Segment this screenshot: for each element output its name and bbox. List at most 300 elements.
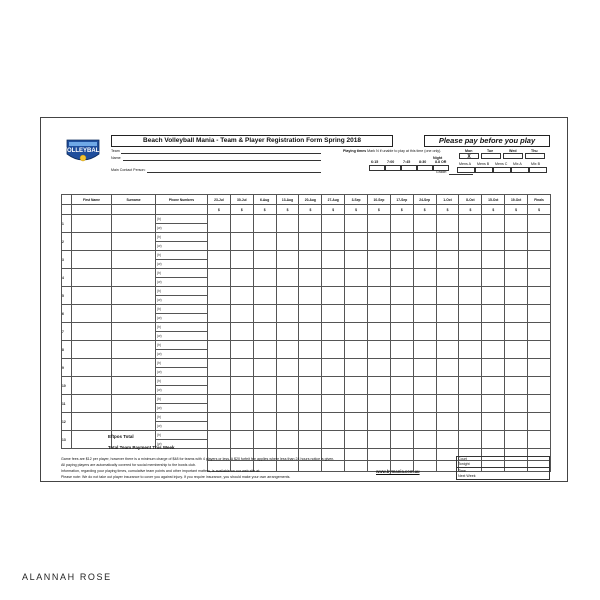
- payment-cell[interactable]: [390, 215, 413, 233]
- payment-cell[interactable]: [482, 287, 505, 305]
- total-cell[interactable]: [299, 460, 322, 471]
- first-name-cell[interactable]: [72, 377, 112, 395]
- payment-cell[interactable]: [345, 341, 368, 359]
- surname-cell[interactable]: [112, 287, 156, 305]
- payment-cell[interactable]: [322, 233, 345, 251]
- phone-cell[interactable]: (h): [156, 323, 208, 332]
- payment-cell[interactable]: [482, 305, 505, 323]
- payment-cell[interactable]: [390, 323, 413, 341]
- payment-cell[interactable]: [208, 215, 231, 233]
- payment-cell[interactable]: [390, 305, 413, 323]
- payment-cell[interactable]: [345, 359, 368, 377]
- phone-cell[interactable]: (h): [156, 413, 208, 422]
- registration-sheet: [40, 117, 568, 482]
- payment-cell[interactable]: [230, 413, 253, 431]
- payment-cell[interactable]: [505, 323, 528, 341]
- first-name-cell[interactable]: [72, 287, 112, 305]
- phone-cell[interactable]: (h): [156, 287, 208, 296]
- payment-cell[interactable]: [413, 341, 436, 359]
- grade-option-checkbox[interactable]: [511, 167, 529, 173]
- surname-cell[interactable]: [112, 269, 156, 287]
- payment-cell[interactable]: [322, 359, 345, 377]
- payment-cell[interactable]: [322, 269, 345, 287]
- phone-cell[interactable]: (h): [156, 269, 208, 278]
- payment-cell[interactable]: [230, 305, 253, 323]
- payment-cell[interactable]: [528, 269, 551, 287]
- website-link[interactable]: www.bymania.com.au: [376, 469, 420, 474]
- payment-cell[interactable]: [230, 431, 253, 449]
- total-cell[interactable]: [322, 460, 345, 471]
- payment-cell[interactable]: [505, 215, 528, 233]
- day-checkbox[interactable]: [503, 153, 523, 159]
- phone-cell[interactable]: (w): [156, 440, 208, 449]
- payment-cell[interactable]: [322, 431, 345, 449]
- payment-cell[interactable]: [345, 323, 368, 341]
- row-number: 4: [62, 269, 72, 287]
- surname-cell[interactable]: [112, 377, 156, 395]
- payment-cell[interactable]: [459, 359, 482, 377]
- row-number: 1: [62, 215, 72, 233]
- payment-cell[interactable]: [459, 377, 482, 395]
- total-cell[interactable]: [345, 460, 368, 471]
- main-contact-field[interactable]: [147, 172, 321, 173]
- pay-notice: Please pay before you play: [424, 135, 550, 147]
- payment-cell[interactable]: [413, 215, 436, 233]
- payment-cell[interactable]: [436, 215, 459, 233]
- payment-cell[interactable]: [482, 215, 505, 233]
- payment-cell[interactable]: [276, 377, 299, 395]
- payment-cell[interactable]: [322, 215, 345, 233]
- payment-cell[interactable]: [276, 341, 299, 359]
- surname-cell[interactable]: [112, 413, 156, 431]
- payment-cell[interactable]: [253, 359, 276, 377]
- playing-time-label: 6:15: [371, 160, 379, 164]
- payment-cell[interactable]: [505, 431, 528, 449]
- payment-cell[interactable]: [276, 305, 299, 323]
- payment-cell[interactable]: [390, 341, 413, 359]
- payment-cell[interactable]: [459, 215, 482, 233]
- dollar-sign: $: [436, 205, 459, 215]
- payment-cell[interactable]: [505, 287, 528, 305]
- phone-cell[interactable]: (h): [156, 305, 208, 314]
- payment-cell[interactable]: [482, 233, 505, 251]
- payment-cell[interactable]: [230, 233, 253, 251]
- payment-cell[interactable]: [390, 287, 413, 305]
- payment-cell[interactable]: [459, 413, 482, 431]
- payment-cell[interactable]: [322, 395, 345, 413]
- payment-cell[interactable]: [299, 395, 322, 413]
- name-label: Name: [111, 156, 121, 160]
- payment-cell[interactable]: [253, 395, 276, 413]
- first-name-cell[interactable]: [72, 269, 112, 287]
- eftpos-total-label: Eftpos Total: [108, 434, 134, 439]
- payment-cell[interactable]: [436, 395, 459, 413]
- photographer-caption: ALANNAH ROSE: [22, 572, 112, 582]
- payment-cell[interactable]: [413, 395, 436, 413]
- payment-cell[interactable]: [299, 377, 322, 395]
- payment-cell[interactable]: [459, 341, 482, 359]
- payment-cell[interactable]: [436, 287, 459, 305]
- surname-cell[interactable]: [112, 233, 156, 251]
- payment-cell[interactable]: [436, 341, 459, 359]
- payment-cell[interactable]: [459, 269, 482, 287]
- phone-cell[interactable]: (w): [156, 296, 208, 305]
- payment-cell[interactable]: [253, 215, 276, 233]
- payment-cell[interactable]: [482, 395, 505, 413]
- payment-cell[interactable]: [459, 233, 482, 251]
- first-name-cell[interactable]: [72, 341, 112, 359]
- payment-cell[interactable]: [459, 305, 482, 323]
- payment-cell[interactable]: [208, 341, 231, 359]
- grade-field[interactable]: [449, 174, 473, 175]
- payment-cell[interactable]: [368, 341, 391, 359]
- payment-cell[interactable]: [276, 413, 299, 431]
- payment-cell[interactable]: [368, 395, 391, 413]
- date-column-header: 23-Jul: [208, 195, 231, 205]
- payment-cell[interactable]: [413, 323, 436, 341]
- payment-cell[interactable]: [390, 233, 413, 251]
- payment-cell[interactable]: [459, 323, 482, 341]
- payment-cell[interactable]: [413, 431, 436, 449]
- payment-cell[interactable]: [322, 377, 345, 395]
- payment-cell[interactable]: [528, 341, 551, 359]
- phone-cell[interactable]: (h): [156, 341, 208, 350]
- payment-cell[interactable]: [276, 269, 299, 287]
- phone-cell[interactable]: (h): [156, 395, 208, 404]
- day-checkbox[interactable]: [481, 153, 501, 159]
- payment-cell[interactable]: [459, 287, 482, 305]
- payment-cell[interactable]: [345, 215, 368, 233]
- payment-cell[interactable]: [208, 395, 231, 413]
- phone-cell[interactable]: (w): [156, 368, 208, 377]
- day-label: Tue: [487, 149, 494, 153]
- date-column-header: 10-Sep: [368, 195, 391, 205]
- payment-cell[interactable]: [505, 359, 528, 377]
- payment-cell[interactable]: [299, 305, 322, 323]
- phone-cell[interactable]: (w): [156, 260, 208, 269]
- payment-cell[interactable]: [482, 377, 505, 395]
- payment-cell[interactable]: [230, 323, 253, 341]
- payment-cell[interactable]: [208, 269, 231, 287]
- phone-cell[interactable]: (h): [156, 233, 208, 242]
- payment-cell[interactable]: [253, 413, 276, 431]
- phone-cell[interactable]: (w): [156, 386, 208, 395]
- payment-cell[interactable]: [482, 323, 505, 341]
- day-label: Thu: [531, 149, 538, 153]
- phone-cell[interactable]: (w): [156, 422, 208, 431]
- payment-cell[interactable]: [368, 233, 391, 251]
- total-cell[interactable]: [345, 449, 368, 461]
- payment-cell[interactable]: [230, 359, 253, 377]
- payment-cell[interactable]: [505, 305, 528, 323]
- first-name-cell[interactable]: [72, 431, 112, 449]
- payment-cell[interactable]: [505, 341, 528, 359]
- payment-cell[interactable]: [208, 251, 231, 269]
- payment-cell[interactable]: [253, 269, 276, 287]
- date-column-header: 17-Sep: [390, 195, 413, 205]
- payment-cell[interactable]: [345, 251, 368, 269]
- payment-cell[interactable]: [390, 359, 413, 377]
- playing-time-checkbox[interactable]: [385, 165, 401, 171]
- payment-cell[interactable]: [528, 233, 551, 251]
- day-checkbox[interactable]: X: [459, 153, 479, 159]
- payment-cell[interactable]: [528, 395, 551, 413]
- row-number: 3: [62, 251, 72, 269]
- payment-cell[interactable]: [413, 269, 436, 287]
- phone-cell[interactable]: (w): [156, 332, 208, 341]
- first-name-cell[interactable]: [72, 395, 112, 413]
- payment-cell[interactable]: [390, 395, 413, 413]
- payment-cell[interactable]: [230, 287, 253, 305]
- payment-cell[interactable]: [276, 323, 299, 341]
- payment-cell[interactable]: [253, 323, 276, 341]
- payment-cell[interactable]: [505, 395, 528, 413]
- payment-cell[interactable]: [368, 323, 391, 341]
- payment-cell[interactable]: [482, 431, 505, 449]
- payment-cell[interactable]: [413, 413, 436, 431]
- tonight-label: Tonight: [458, 462, 470, 466]
- date-column-header: 20-Aug: [299, 195, 322, 205]
- payment-cell[interactable]: [253, 377, 276, 395]
- playing-time-label: 8.8 OR: [435, 160, 447, 164]
- payment-cell[interactable]: [345, 287, 368, 305]
- payment-cell[interactable]: [322, 323, 345, 341]
- payment-cell[interactable]: [253, 341, 276, 359]
- payment-cell[interactable]: [276, 431, 299, 449]
- first-name-header: First Name: [72, 195, 112, 205]
- payment-cell[interactable]: [482, 251, 505, 269]
- payment-cell[interactable]: [345, 305, 368, 323]
- first-name-cell[interactable]: [72, 359, 112, 377]
- surname-cell[interactable]: [112, 323, 156, 341]
- payment-cell[interactable]: [505, 413, 528, 431]
- payment-cell[interactable]: [436, 269, 459, 287]
- payment-cell[interactable]: [505, 269, 528, 287]
- payment-cell[interactable]: [345, 413, 368, 431]
- payment-cell[interactable]: [345, 269, 368, 287]
- phone-cell[interactable]: (h): [156, 431, 208, 440]
- surname-cell[interactable]: [112, 305, 156, 323]
- payment-cell[interactable]: [276, 287, 299, 305]
- grade-option-checkbox[interactable]: [457, 167, 475, 173]
- payment-cell[interactable]: [436, 377, 459, 395]
- name-field[interactable]: [123, 160, 321, 161]
- payment-cell[interactable]: [345, 395, 368, 413]
- payment-cell[interactable]: [528, 377, 551, 395]
- date-column-header: 1-Oct: [436, 195, 459, 205]
- payment-cell[interactable]: [482, 269, 505, 287]
- payment-cell[interactable]: [208, 287, 231, 305]
- payment-cell[interactable]: [528, 251, 551, 269]
- first-name-cell[interactable]: [72, 233, 112, 251]
- payment-cell[interactable]: [276, 359, 299, 377]
- payment-cell[interactable]: [299, 269, 322, 287]
- phone-cell[interactable]: (h): [156, 215, 208, 224]
- payment-cell[interactable]: [253, 233, 276, 251]
- payment-cell[interactable]: [413, 377, 436, 395]
- first-name-cell[interactable]: [72, 251, 112, 269]
- surname-cell[interactable]: [112, 251, 156, 269]
- payment-cell[interactable]: [345, 233, 368, 251]
- payment-cell[interactable]: [299, 233, 322, 251]
- payment-cell[interactable]: [208, 323, 231, 341]
- payment-cell[interactable]: [436, 251, 459, 269]
- payment-cell[interactable]: [253, 431, 276, 449]
- payment-cell[interactable]: [299, 413, 322, 431]
- surname-cell[interactable]: [112, 215, 156, 233]
- payment-cell[interactable]: [390, 413, 413, 431]
- payment-cell[interactable]: [459, 431, 482, 449]
- payment-cell[interactable]: [459, 395, 482, 413]
- total-cell[interactable]: [276, 460, 299, 471]
- payment-cell[interactable]: [368, 413, 391, 431]
- payment-cell[interactable]: [368, 215, 391, 233]
- payment-cell[interactable]: [299, 251, 322, 269]
- payment-cell[interactable]: [368, 251, 391, 269]
- payment-cell[interactable]: [230, 215, 253, 233]
- grade-option-checkbox[interactable]: [475, 167, 493, 173]
- payment-cell[interactable]: [413, 305, 436, 323]
- phone-cell[interactable]: (w): [156, 224, 208, 233]
- payment-cell[interactable]: [413, 251, 436, 269]
- payment-cell[interactable]: [528, 305, 551, 323]
- phone-cell[interactable]: (w): [156, 404, 208, 413]
- payment-cell[interactable]: [482, 413, 505, 431]
- payment-cell[interactable]: [276, 395, 299, 413]
- payment-cell[interactable]: [368, 431, 391, 449]
- surname-cell[interactable]: [112, 341, 156, 359]
- phone-cell[interactable]: (w): [156, 350, 208, 359]
- payment-cell[interactable]: [505, 251, 528, 269]
- table-row: [62, 215, 551, 224]
- grade-option-checkbox[interactable]: [493, 167, 511, 173]
- first-name-cell[interactable]: [72, 323, 112, 341]
- team-field[interactable]: [121, 153, 321, 154]
- team-label: Team: [111, 149, 120, 153]
- payment-cell[interactable]: [345, 431, 368, 449]
- payment-cell[interactable]: [368, 305, 391, 323]
- first-name-cell[interactable]: [72, 305, 112, 323]
- payment-cell[interactable]: [299, 287, 322, 305]
- payment-cell[interactable]: [528, 287, 551, 305]
- payment-cell[interactable]: [299, 359, 322, 377]
- payment-cell[interactable]: [528, 431, 551, 449]
- payment-cell[interactable]: [208, 377, 231, 395]
- payment-cell[interactable]: [276, 233, 299, 251]
- payment-cell[interactable]: [368, 377, 391, 395]
- payment-cell[interactable]: [368, 359, 391, 377]
- phone-cell[interactable]: (h): [156, 251, 208, 260]
- first-name-cell[interactable]: [72, 413, 112, 431]
- payment-cell[interactable]: [413, 359, 436, 377]
- payment-cell[interactable]: [299, 215, 322, 233]
- payment-cell[interactable]: [436, 359, 459, 377]
- payment-cell[interactable]: [276, 215, 299, 233]
- payment-cell[interactable]: [390, 251, 413, 269]
- payment-cell[interactable]: [299, 431, 322, 449]
- total-cell[interactable]: [413, 449, 436, 461]
- payment-cell[interactable]: [322, 305, 345, 323]
- table-row: [62, 341, 551, 350]
- phone-cell[interactable]: (w): [156, 314, 208, 323]
- table-row: [62, 431, 551, 440]
- day-checkbox[interactable]: [525, 153, 545, 159]
- surname-cell[interactable]: [112, 395, 156, 413]
- payment-cell[interactable]: [505, 233, 528, 251]
- payment-cell[interactable]: [230, 395, 253, 413]
- payment-cell[interactable]: [528, 215, 551, 233]
- payment-cell[interactable]: [436, 305, 459, 323]
- phone-numbers-header: Phone Numbers: [156, 195, 208, 205]
- payment-cell[interactable]: [253, 287, 276, 305]
- payment-cell[interactable]: [482, 341, 505, 359]
- payment-cell[interactable]: [482, 359, 505, 377]
- phone-cell[interactable]: (h): [156, 359, 208, 368]
- playing-time-checkbox[interactable]: [401, 165, 417, 171]
- phone-cell[interactable]: (w): [156, 278, 208, 287]
- total-cell[interactable]: [390, 449, 413, 461]
- payment-cell[interactable]: [413, 233, 436, 251]
- footer-info: Information, regarding your playing times, cumulative team points and other important matters, is available on our web site at:: [61, 469, 261, 473]
- first-name-cell[interactable]: [72, 215, 112, 233]
- payment-cell[interactable]: [390, 269, 413, 287]
- playing-time-checkbox[interactable]: [417, 165, 433, 171]
- payment-cell[interactable]: [322, 413, 345, 431]
- payment-cell[interactable]: [276, 251, 299, 269]
- payment-cell[interactable]: [390, 377, 413, 395]
- payment-cell[interactable]: [230, 377, 253, 395]
- payment-cell[interactable]: [230, 269, 253, 287]
- payment-cell[interactable]: [528, 413, 551, 431]
- payment-cell[interactable]: [436, 233, 459, 251]
- date-column-header: 3-Sep: [345, 195, 368, 205]
- phone-cell[interactable]: (w): [156, 242, 208, 251]
- grade-option-label: Mens A: [459, 162, 471, 166]
- surname-cell[interactable]: [112, 359, 156, 377]
- payment-cell[interactable]: [299, 323, 322, 341]
- payment-cell[interactable]: [253, 305, 276, 323]
- payment-cell[interactable]: [208, 359, 231, 377]
- playing-time-checkbox[interactable]: [369, 165, 385, 171]
- payment-cell[interactable]: [230, 341, 253, 359]
- phone-cell[interactable]: (h): [156, 377, 208, 386]
- payment-cell[interactable]: [390, 431, 413, 449]
- payment-cell[interactable]: [459, 251, 482, 269]
- payment-cell[interactable]: [322, 341, 345, 359]
- payment-cell[interactable]: [436, 323, 459, 341]
- payment-cell[interactable]: [413, 287, 436, 305]
- payment-cell[interactable]: [368, 287, 391, 305]
- payment-cell[interactable]: [505, 377, 528, 395]
- payment-cell[interactable]: [208, 413, 231, 431]
- total-cell[interactable]: [368, 449, 391, 461]
- payment-cell[interactable]: [528, 323, 551, 341]
- payment-cell[interactable]: [299, 341, 322, 359]
- payment-cell[interactable]: [436, 413, 459, 431]
- payment-cell[interactable]: [230, 251, 253, 269]
- payment-cell[interactable]: [368, 269, 391, 287]
- payment-cell[interactable]: [253, 251, 276, 269]
- payment-cell[interactable]: [208, 233, 231, 251]
- payment-cell[interactable]: [436, 431, 459, 449]
- payment-cell[interactable]: [322, 287, 345, 305]
- payment-cell[interactable]: [322, 251, 345, 269]
- payment-cell[interactable]: [528, 359, 551, 377]
- grade-option-checkbox[interactable]: [529, 167, 547, 173]
- payment-cell[interactable]: [208, 431, 231, 449]
- payment-cell[interactable]: [208, 305, 231, 323]
- payment-cell[interactable]: [345, 377, 368, 395]
